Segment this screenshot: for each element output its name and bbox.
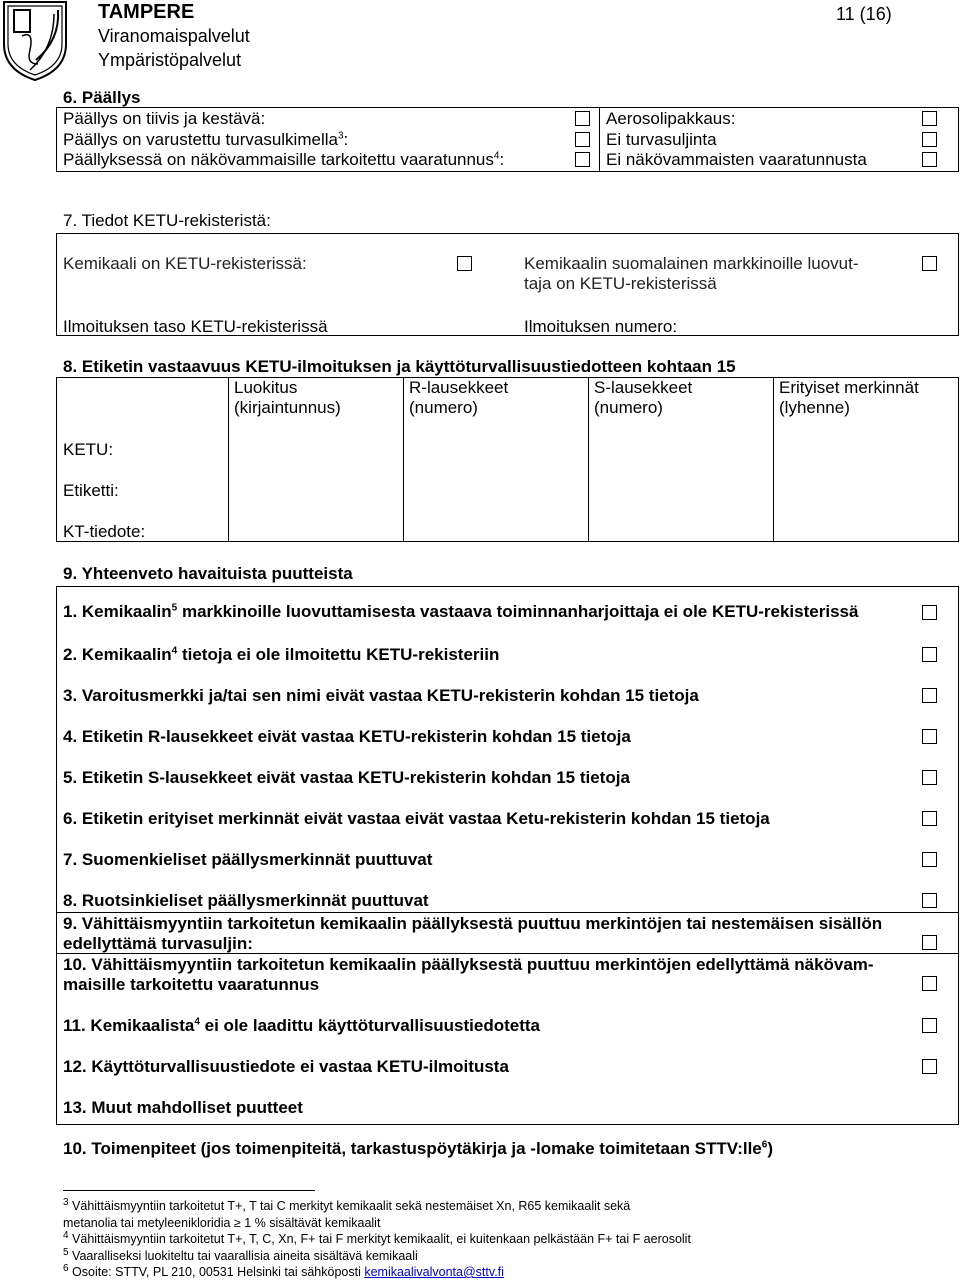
city-name: TAMPERE: [98, 1, 195, 23]
checkbox-icon[interactable]: [922, 852, 937, 867]
deficiency-item: 10. Vähittäismyyntiin tarkoitetun kemikaalin päällyksestä puuttuu merkintöjen edellyttämä näkövam- maisille tarkoitettu vaaratunnus: [63, 955, 874, 994]
checkbox-icon[interactable]: [922, 770, 937, 785]
checkbox-icon[interactable]: [922, 132, 937, 147]
checkbox-icon[interactable]: [922, 256, 937, 271]
page-number: 11 (16): [836, 4, 892, 24]
checkbox-icon[interactable]: [922, 111, 937, 126]
section-6-title: 6. Päällys: [63, 88, 141, 107]
footnote-4: $^4$ Vähittäismyyntiin tarkoitetut T+, T, C, Xn, F+ tai F merkityt kemikaalit, ei kuitenkaan pelkästään F+ tai F aerosolit: [63, 1229, 691, 1246]
section-10-title: 10. Toimenpiteet (jos toimenpiteitä, tarkastuspöytäkirja ja -lomake toimitetaan STTV:lle$^6$): [63, 1139, 773, 1158]
checkbox-icon[interactable]: [575, 111, 590, 126]
deficiency-item: 2. Kemikaalin$^4$ tietoja ei ole ilmoitettu KETU-rekisteriin: [63, 645, 500, 664]
column-header: R-lausekkeet (numero): [409, 378, 509, 417]
checkbox-icon[interactable]: [575, 152, 590, 167]
checkbox-icon[interactable]: [922, 1059, 937, 1074]
deficiency-item: 11. Kemikaalista$^4$ ei ole laadittu käyttöturvallisuustiedotetta: [63, 1016, 541, 1035]
supplier-label-line1: Kemikaalin suomalainen markkinoille luovut-: [524, 254, 859, 273]
notification-level-label: Ilmoituksen taso KETU-rekisterissä: [63, 317, 328, 336]
checkbox-icon[interactable]: [457, 256, 472, 271]
checkbox-icon[interactable]: [922, 729, 937, 744]
checkbox-icon[interactable]: [922, 976, 937, 991]
section-7-title: 7. Tiedot KETU-rekisteristä:: [63, 211, 271, 230]
packaging-row-label: Aerosolipakkaus:: [606, 109, 736, 128]
deficiency-item: 4. Etiketin R-lausekkeet eivät vastaa KETU-rekisterin kohdan 15 tietoja: [63, 727, 631, 746]
footnote-separator: [63, 1190, 315, 1191]
section-8-title: 8. Etiketin vastaavuus KETU-ilmoituksen ja käyttöturvallisuustiedotteen kohtaan 15: [63, 357, 736, 376]
checkbox-icon[interactable]: [922, 688, 937, 703]
deficiency-item: 8. Ruotsinkieliset päällysmerkinnät puuttuvat: [63, 891, 429, 910]
footnote-3: $^3$ Vähittäismyyntiin tarkoitetut T+, T tai C merkityt kemikaalit sekä nestemäiset Xn, R65 kemikaalit sekä: [63, 1196, 631, 1213]
packaging-row-label: Ei turvasuljinta: [606, 130, 717, 149]
column-header: Luokitus (kirjaintunnus): [234, 378, 341, 417]
footnote-5: $^5$ Vaaralliseksi luokiteltu tai vaarallisia aineita sisältävä kemikaali: [63, 1246, 418, 1263]
checkbox-icon[interactable]: [922, 893, 937, 908]
checkbox-icon[interactable]: [922, 811, 937, 826]
deficiency-item: 12. Käyttöturvallisuustiedote ei vastaa KETU-ilmoitusta: [63, 1057, 509, 1076]
section-9-title: 9. Yhteenveto havaituista puutteista: [63, 564, 353, 583]
footnote-6: $^6$ Osoite: STTV, PL 210, 00531 Helsinki tai sähköposti kemikaalivalvonta@sttv.fi: [63, 1262, 504, 1279]
checkbox-icon[interactable]: [922, 605, 937, 620]
deficiency-item: 9. Vähittäismyyntiin tarkoitetun kemikaalin päällyksestä puuttuu merkintöjen tai nestemäisen sisällön edellyttämä turvasuljin:: [63, 914, 883, 953]
checkbox-icon[interactable]: [922, 647, 937, 662]
column-header: Erityiset merkinnät (lyhenne): [779, 378, 919, 417]
row-label: Etiketti:: [63, 481, 119, 500]
packaging-row-label: Päällys on tiivis ja kestävä:: [63, 109, 266, 128]
deficiency-item: 1. Kemikaalin$^5$ markkinoille luovuttamisesta vastaava toiminnanharjoittaja ei ole KETU-rekisterissä: [63, 602, 859, 621]
supplier-label-line2: taja on KETU-rekisterissä: [524, 274, 717, 293]
packaging-row-label: Päällyksessä on näkövammaisille tarkoitettu vaaratunnus$^4$:: [63, 150, 505, 169]
row-label: KT-tiedote:: [63, 522, 146, 541]
unit-name: Ympäristöpalvelut: [98, 50, 242, 70]
email-link[interactable]: kemikaalivalvonta@sttv.fi: [364, 1265, 504, 1279]
checkbox-icon[interactable]: [922, 935, 937, 950]
deficiency-item: 5. Etiketin S-lausekkeet eivät vastaa KETU-rekisterin kohdan 15 tietoja: [63, 768, 630, 787]
checkbox-icon[interactable]: [922, 152, 937, 167]
tampere-coat-of-arms-icon: [0, 0, 70, 82]
deficiency-item: 7. Suomenkieliset päällysmerkinnät puuttuvat: [63, 850, 433, 869]
footnotes: [63, 1198, 691, 1281]
row-label: KETU:: [63, 440, 114, 459]
checkbox-icon[interactable]: [922, 1018, 937, 1033]
column-header: S-lausekkeet (numero): [594, 378, 693, 417]
deficiency-item: 13. Muut mahdolliset puutteet: [63, 1098, 303, 1117]
checkbox-icon[interactable]: [575, 132, 590, 147]
deficiency-item: 3. Varoitusmerkki ja/tai sen nimi eivät vastaa KETU-rekisterin kohdan 15 tietoja: [63, 686, 699, 705]
footnote-3-cont: metanolia tai metyleenikloridia ≥ 1 % sisältävät kemikaalit: [63, 1215, 381, 1230]
deficiency-item: 6. Etiketin erityiset merkinnät eivät vastaa eivät vastaa Ketu-rekisterin kohdan 15 tietoja: [63, 809, 770, 828]
notification-number-label: Ilmoituksen numero:: [524, 317, 678, 336]
in-register-label: Kemikaali on KETU-rekisterissä:: [63, 254, 307, 273]
packaging-row-label: Ei näkövammaisten vaaratunnusta: [606, 150, 867, 169]
packaging-row-label: Päällys on varustettu turvasulkimella$^3$:: [63, 130, 349, 149]
department-name: Viranomaispalvelut: [98, 26, 250, 46]
